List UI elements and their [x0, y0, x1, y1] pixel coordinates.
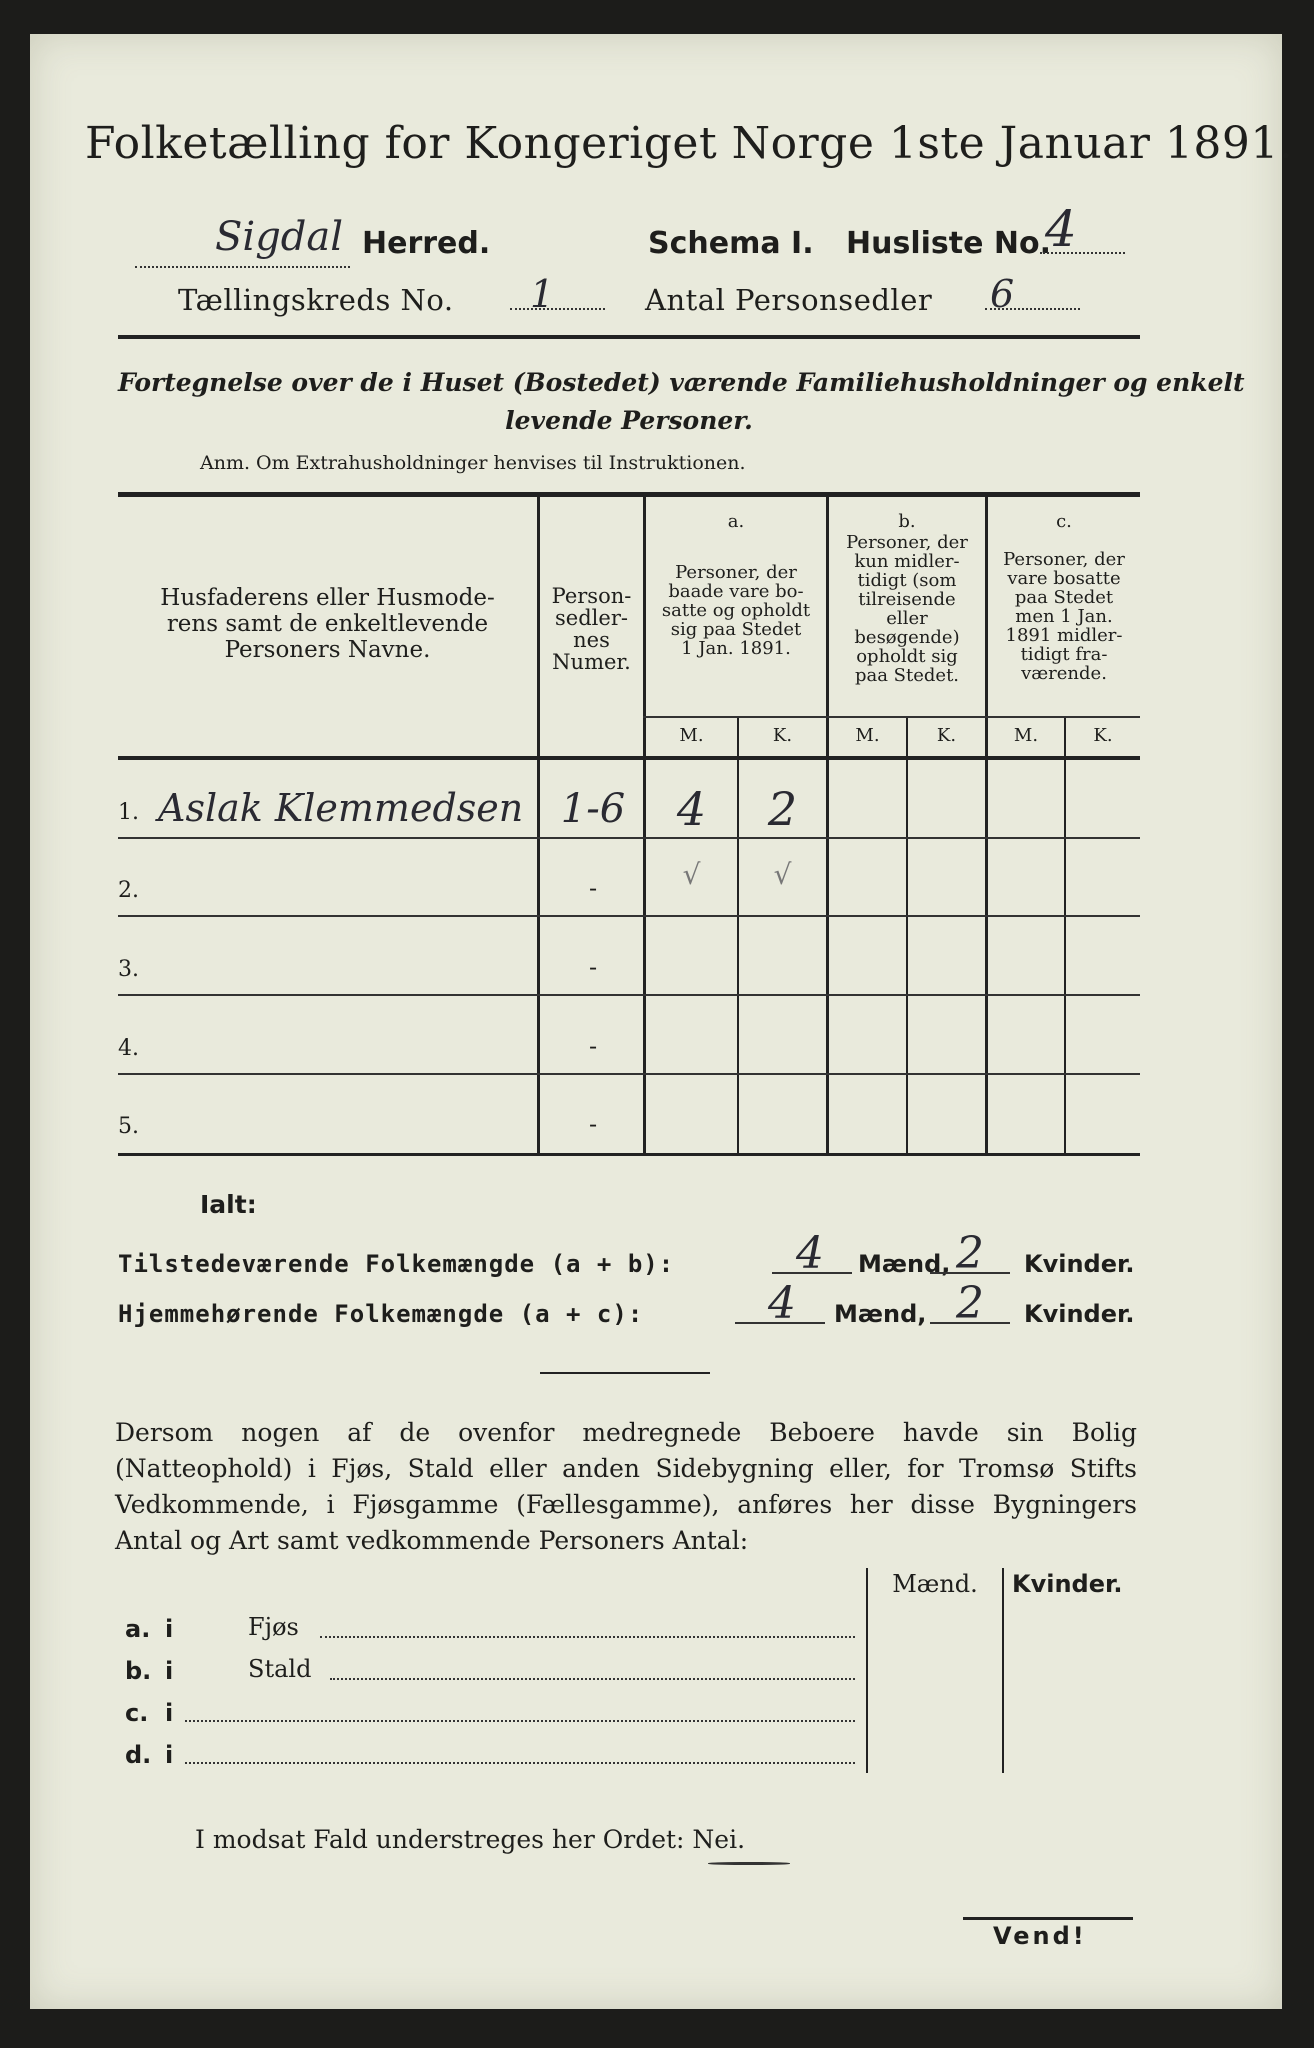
building-dots	[330, 1678, 855, 1680]
form-title: Folketælling for Kongeriget Norge 1ste Januar 1891.	[85, 118, 1294, 169]
mk-rule	[643, 716, 1140, 718]
building-letter: d.	[125, 1741, 152, 1769]
col-c-line: værende.	[1021, 663, 1107, 684]
col-c-line: Personer, der	[1003, 549, 1125, 570]
col-b-letter: b.	[898, 511, 916, 532]
col-a-line: Personer, der	[675, 562, 797, 583]
herred-field	[135, 214, 350, 268]
col-b-header	[829, 533, 985, 685]
b-k-label: K.	[936, 725, 957, 746]
building-i: i	[165, 1699, 174, 1727]
row-number: 4.	[118, 1036, 139, 1061]
building-letter: b.	[125, 1657, 152, 1685]
kreds-value: 1	[530, 272, 555, 316]
col-b-line: Personer, der	[846, 532, 968, 553]
col-num-header	[540, 585, 643, 673]
ialt-label: Ialt:	[200, 1190, 257, 1219]
col-a-line: 1 Jan. 1891.	[681, 638, 791, 659]
building-i: i	[165, 1615, 174, 1643]
building-i: i	[165, 1657, 174, 1685]
col-num-line: Numer.	[552, 650, 631, 674]
a-m-label: M.	[679, 725, 704, 746]
hjemme-kvinder: Kvinder.	[1024, 1300, 1135, 1328]
b-m-label: M.	[855, 725, 880, 746]
hjemme-maend: Mænd,	[834, 1300, 927, 1328]
tilstede-maend: Mænd,	[858, 1250, 951, 1278]
hjemme-label: Hjemmehørende Folkemængde (a + c):	[118, 1300, 644, 1328]
herred-value: Sigdal	[215, 214, 344, 260]
hjemme-k-value: 2	[956, 1278, 984, 1329]
col-c-header	[988, 550, 1140, 683]
husliste-value: 4	[1045, 200, 1077, 258]
buildings-divider	[866, 1568, 868, 1773]
row-a-m: √	[682, 858, 701, 891]
col-b-line: paa Stedet.	[854, 665, 960, 686]
building-letter: a.	[125, 1615, 151, 1643]
col-b-line: opholdt sig	[856, 646, 958, 667]
col-num-line: Person-	[551, 584, 632, 608]
row-person-num: -	[588, 874, 598, 902]
building-label: Stald	[248, 1655, 312, 1683]
row-a-k: √	[773, 858, 792, 891]
tilstede-kvinder: Kvinder.	[1024, 1250, 1135, 1278]
vend-rule	[963, 1917, 1133, 1920]
table-bottom-rule	[118, 1153, 1140, 1156]
row-number: 5.	[118, 1114, 139, 1139]
separator	[540, 1372, 710, 1374]
col-name-header	[125, 585, 530, 663]
col-c-line: paa Stedet	[1014, 587, 1114, 608]
col-a-line: sig paa Stedet	[670, 619, 802, 640]
col-name-line: Husfaderens eller Husmode-	[160, 585, 495, 611]
nei-underline	[708, 1862, 790, 1865]
buildings-divider	[1002, 1568, 1004, 1773]
col-c-letter: c.	[1056, 511, 1072, 532]
col-name-line: rens samt de enkeltlevende	[166, 611, 489, 637]
row-rule	[118, 994, 1140, 996]
hjemme-m-value: 4	[768, 1278, 796, 1329]
building-letter: c.	[125, 1699, 149, 1727]
col-b-line: kun midler-	[854, 551, 960, 572]
row-person-num: -	[588, 1032, 598, 1060]
c-m-label: M.	[1013, 725, 1039, 746]
col-num-line: nes	[573, 628, 610, 652]
intro-line-2: levende Personer.	[505, 406, 753, 435]
col-num-line: sedler-	[555, 606, 628, 630]
col-a-line: satte og opholdt	[661, 600, 811, 621]
col-divider	[906, 716, 908, 1153]
row-rule	[118, 837, 1140, 839]
kreds-field	[510, 308, 605, 310]
col-b-line: tidigt (som	[857, 570, 957, 591]
row-name: Aslak Klemmedsen	[158, 786, 524, 830]
husliste-label: Husliste No.	[846, 226, 1051, 261]
col-b-line: besøgende)	[854, 627, 960, 648]
col-a-line: baade vare bo-	[668, 581, 804, 602]
col-c-line: tidigt fra-	[1020, 644, 1108, 665]
col-a-header	[646, 563, 826, 658]
col-a-letter: a.	[727, 511, 745, 532]
vend-label: Vend!	[993, 1922, 1087, 1950]
schema-label: Schema I.	[648, 226, 814, 261]
intro-line-1: Fortegnelse over de i Huset (Bostedet) værende Familiehusholdninger og enkelt	[118, 368, 1245, 397]
header-rule	[118, 335, 1140, 339]
final-note: I modsat Fald understreges her Ordet: Nei.	[195, 1825, 746, 1854]
tilstede-m-value: 4	[796, 1228, 824, 1279]
tilstede-label: Tilstedeværende Folkemængde (a + b):	[118, 1250, 675, 1278]
building-dots	[185, 1720, 855, 1722]
building-i: i	[165, 1741, 174, 1769]
tilstede-k-value: 2	[956, 1228, 984, 1279]
row-person-num: -	[588, 953, 598, 981]
a-k-label: K.	[772, 725, 793, 746]
col-c-line: 1891 midler-	[1005, 625, 1123, 646]
antal-value: 6	[990, 272, 1015, 316]
row-rule	[118, 915, 1140, 917]
col-divider	[1064, 716, 1066, 1153]
col-b-line: tilreisende	[858, 589, 956, 610]
col-b-line: eller	[886, 608, 928, 629]
row-a-m: 4	[676, 782, 707, 836]
building-dots	[185, 1762, 855, 1764]
row-number: 3.	[118, 957, 139, 982]
row-number: 1.	[118, 800, 139, 825]
row-person-num: -	[588, 1110, 598, 1138]
building-label: Fjøs	[248, 1613, 299, 1641]
buildings-col-k: Kvinder.	[1012, 1570, 1123, 1598]
row-number: 2.	[118, 878, 139, 903]
buildings-col-m: Mænd.	[892, 1570, 978, 1598]
antal-label: Antal Personsedler	[645, 283, 933, 317]
row-person-num: 1-6	[560, 786, 626, 832]
anm-note: Anm. Om Extrahusholdninger henvises til Instruktionen.	[200, 452, 746, 474]
col-c-line: men 1 Jan.	[1015, 606, 1113, 627]
c-k-label: K.	[1093, 725, 1113, 746]
row-a-k: 2	[767, 782, 798, 836]
kreds-label: Tællingskreds No.	[178, 283, 454, 317]
herred-label: Herred.	[362, 226, 491, 261]
building-dots	[320, 1636, 855, 1638]
row-rule	[118, 1073, 1140, 1075]
buildings-paragraph: Dersom nogen af de ovenfor medregnede Beboere havde sin Bolig (Natteophold) i Fjøs, Stald eller anden Sidebygning eller, for Tromsø Stifts Vedkommende, i Fjøsgamme (Fællesgamme), anføres her disse Bygningers Antal og Art samt vedkommende Personers Antal:	[115, 1418, 1137, 1555]
col-c-line: vare bosatte	[1007, 568, 1121, 589]
form-page	[30, 34, 1294, 2009]
col-name-line: Personers Navne.	[224, 637, 431, 663]
